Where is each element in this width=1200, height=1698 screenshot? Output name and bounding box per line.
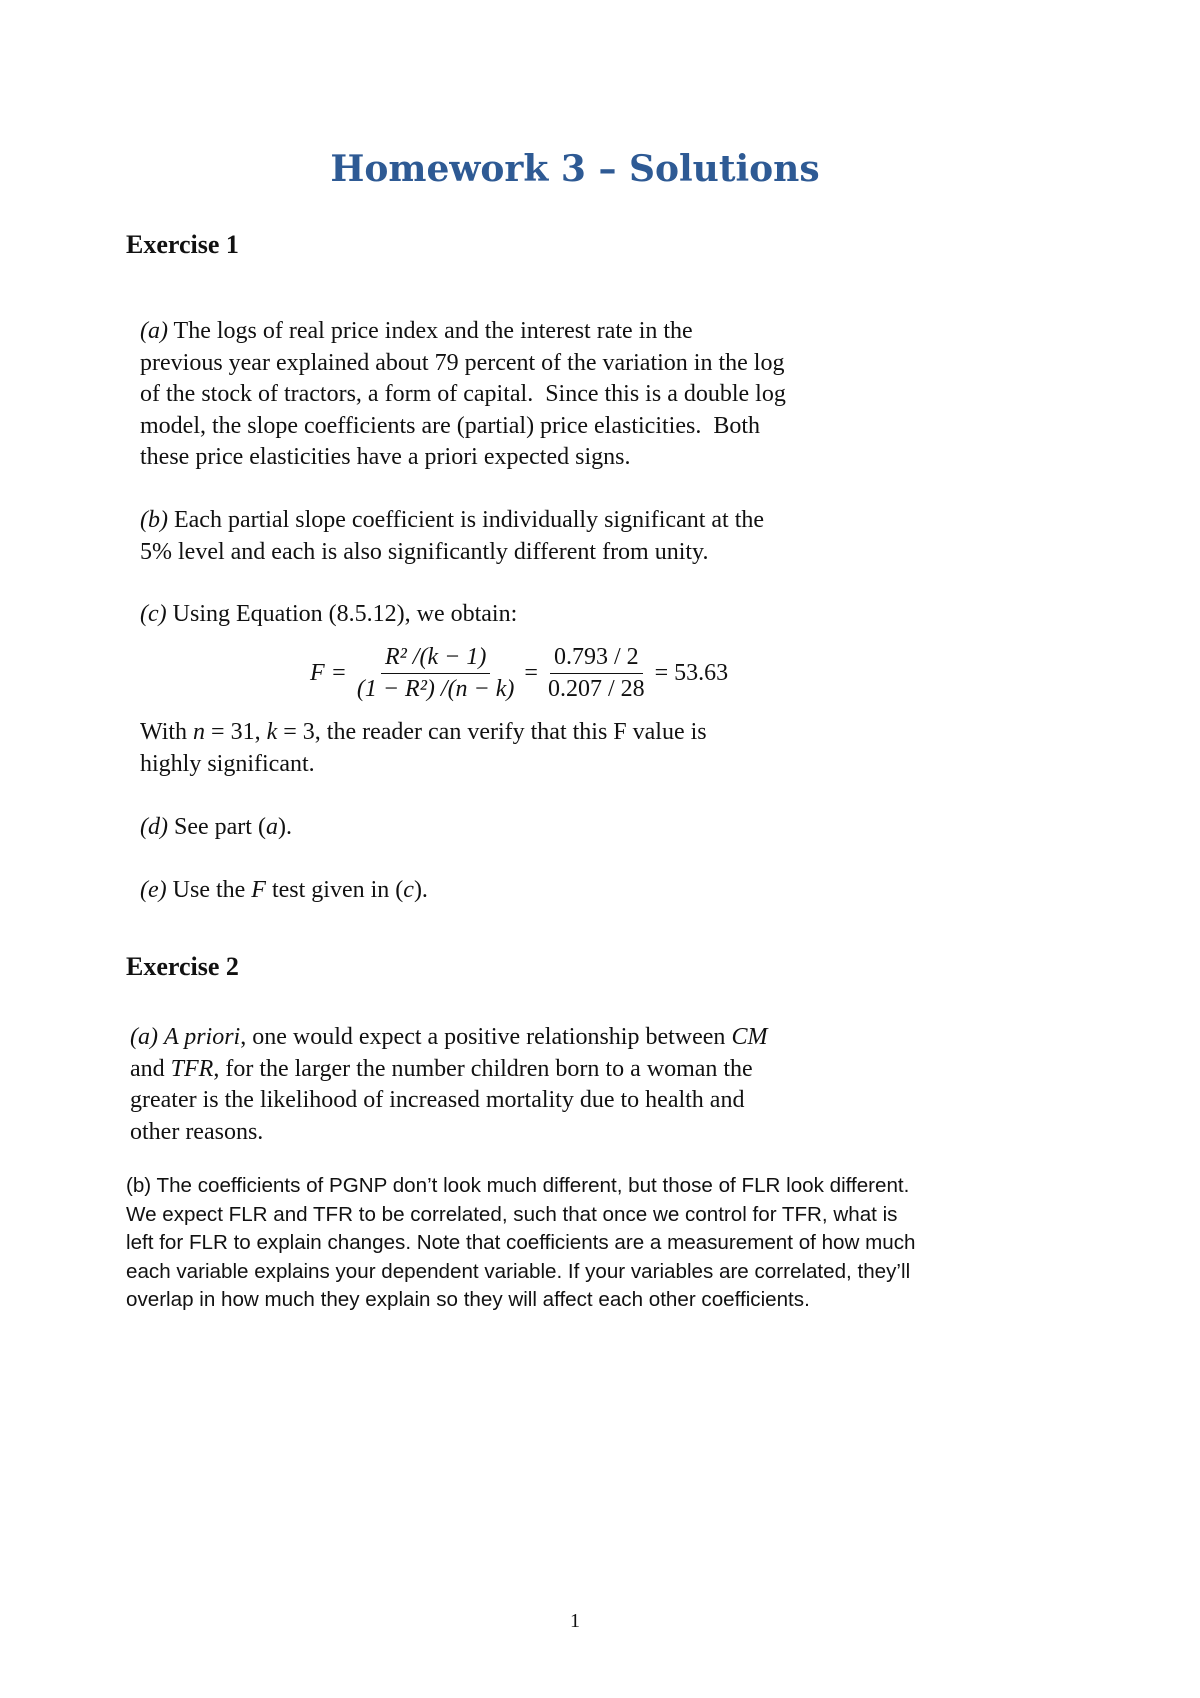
part-text: The logs of real price index and the interest rate in the previous year explained about 79 percent of the variation in the log of the stock of tractors, a form of capital. Since this is a double log model, the slope coefficients are (partial) price elasticities. Both these price elasticities have a priori expected signs.: [140, 318, 786, 470]
a-priori-term: A priori: [163, 1024, 241, 1050]
variable-n: n: [193, 719, 206, 745]
text-fragment: With: [140, 719, 194, 745]
formula-lhs: F =: [310, 659, 347, 686]
text-fragment: = 3, the reader can verify that this F value is highly significant.: [140, 719, 707, 777]
formula-fraction-symbolic: [353, 644, 519, 703]
formula-denominator: 0.207 / 28: [547, 675, 645, 702]
variable-cm: CM: [731, 1024, 768, 1050]
text-fragment: test given in (: [265, 877, 404, 903]
part-reference: c: [403, 877, 414, 903]
part-reference: a: [265, 814, 278, 840]
text-fragment: = 31,: [205, 719, 267, 745]
text-fragment: Use the: [166, 877, 252, 903]
text-fragment: ).: [277, 814, 292, 840]
exercise-1-part-c-conclusion: [140, 717, 707, 780]
exercise-2-heading: Exercise 2: [126, 952, 239, 981]
part-text: Each partial slope coefficient is individually significant at the 5% level and each is also significantly different from unity.: [140, 507, 765, 565]
page-number: 1: [570, 1610, 580, 1632]
exercise-2-part-b: (b) The coefficients of PGNP don’t look much different, but those of FLR look different. We expect FLR and TFR to be correlated, such that once we control for TFR, what is left for FLR to explain changes. Note that coefficients are a measurement of how much each variable explains your dependent variable. If your variables are correlated, they’ll overlap in how much they explain so they will affect each other coefficients.: [126, 1174, 916, 1311]
exercise-1-part-b: [140, 505, 764, 568]
part-label: (e): [140, 877, 167, 903]
exercise-2-part-a: [130, 1022, 767, 1148]
part-text: Using Equation (8.5.12), we obtain:: [166, 601, 518, 627]
text-fragment: and: [130, 1055, 165, 1082]
exercise-1-part-a: [140, 316, 786, 474]
exercise-1-heading: Exercise 1: [126, 230, 239, 259]
part-label: (d): [140, 814, 168, 840]
text-fragment: ).: [413, 877, 428, 903]
variable-k: k: [266, 719, 278, 745]
part-label: (a): [130, 1024, 158, 1050]
formula-numerator: 0.793 / 2: [550, 644, 643, 674]
formula-equals: =: [524, 659, 538, 686]
part-label: (a): [140, 318, 168, 344]
page-title: Homework 3 – Solutions: [330, 148, 820, 190]
part-label: (b): [140, 507, 168, 533]
part-label: (c): [140, 601, 167, 627]
text-fragment: , for the larger the number children born to a woman the greater is the likelihood of increased mortality due to health and other reasons.: [130, 1055, 753, 1145]
formula-fraction-numeric: [544, 644, 649, 703]
exercise-1-part-c: [140, 599, 517, 631]
formula-numerator: R² /(k − 1): [381, 644, 490, 674]
variable-f: F: [251, 877, 266, 903]
text-fragment: See part (: [167, 814, 266, 840]
variable-tfr: TFR: [170, 1055, 214, 1082]
text-fragment: , one would expect a positive relationship between: [240, 1024, 732, 1050]
f-statistic-formula: [310, 633, 728, 713]
exercise-1-part-d: [140, 812, 292, 844]
exercise-1-part-e: [140, 875, 428, 907]
formula-result: = 53.63: [654, 659, 729, 686]
formula-denominator: (1 − R²) /(n − k): [356, 675, 515, 702]
